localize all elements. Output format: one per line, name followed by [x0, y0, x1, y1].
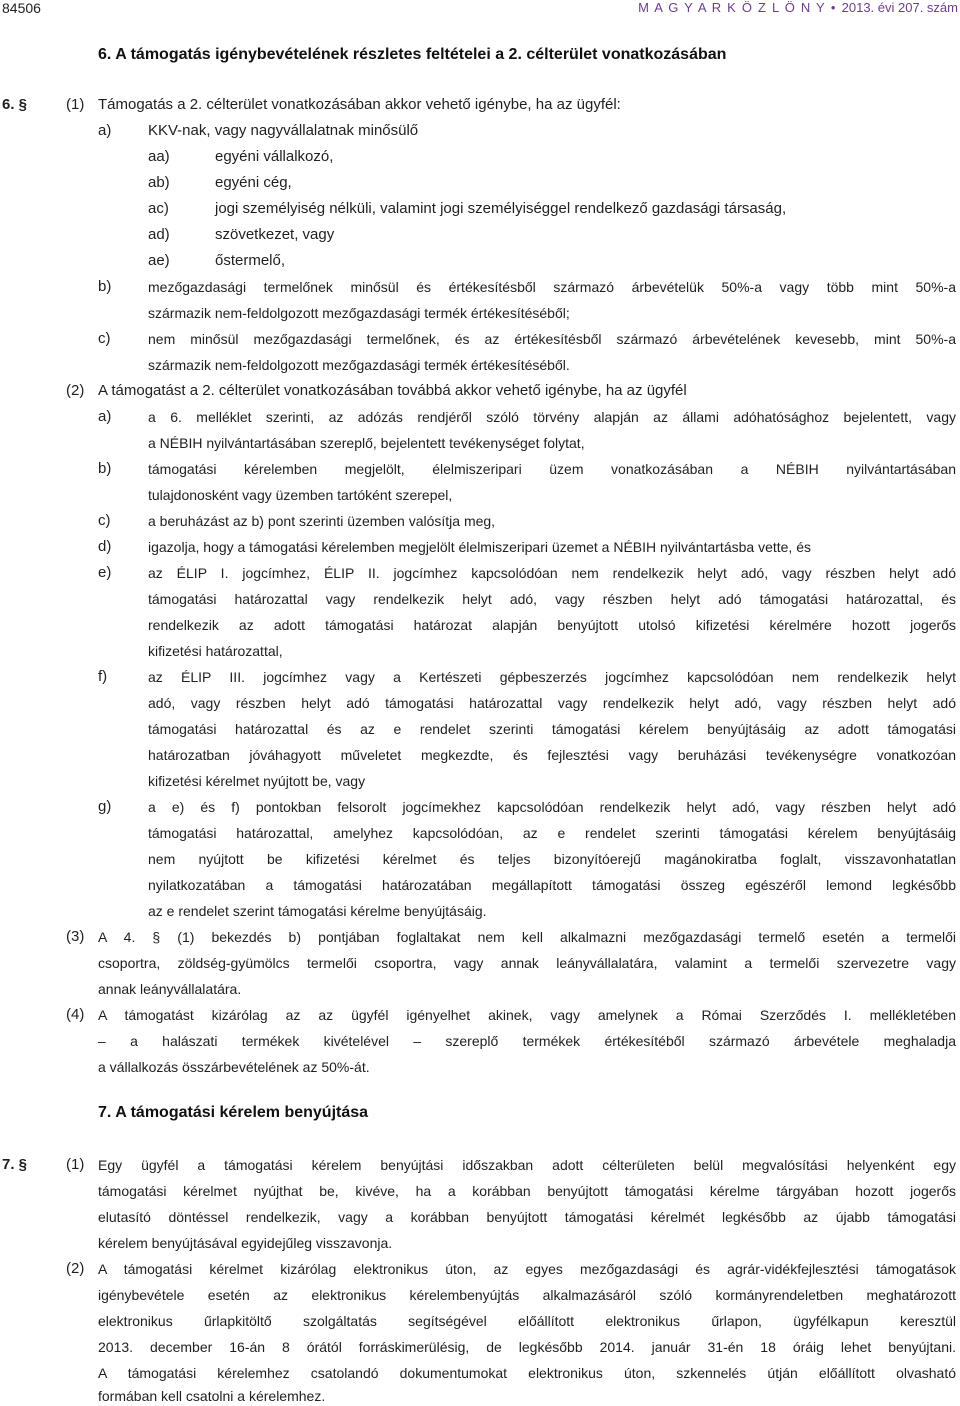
p7-1-line1: Egy ügyfél a támogatási kérelem benyújtási időszakban adott célterületen belül megvalósítási helyenként egy: [98, 1157, 956, 1173]
p7-2-line3: elektronikus űrlapkitöltő szolgáltatás segítségével előállított elektronikus űrlapon, ügyfélkapun keresztül: [98, 1313, 956, 1329]
issue-number: 2013. évi 207. szám: [841, 0, 958, 15]
p6-2-a-line2: a NÉBIH nyilvántartásában szereplő, bejelentett tevékenységet folytat,: [148, 435, 585, 451]
p6-2-g-line1: a e) és f) pontokban felsorolt jogcímekhez kapcsolódóan rendelkezik helyt adó, vagy részben helyt adó: [148, 799, 956, 815]
p6-1-b-line2: származik nem-feldolgozott mezőgazdasági termék értékesítéséből;: [148, 305, 570, 321]
page-header: [0, 0, 960, 22]
p6-2-c-line1: a beruházást az b) pont szerinti üzemben valósítja meg,: [148, 513, 496, 529]
p7-2-label: (2): [66, 1260, 85, 1277]
page-number: 84506: [2, 0, 41, 16]
p6-1-ad-label: ad): [148, 226, 170, 243]
p6-1-ae-label: ae): [148, 252, 170, 269]
p6-2-e-label: e): [98, 564, 112, 581]
p6-2-b-line2: tulajdonosként vagy üzemben tartóként szerepel,: [148, 487, 453, 503]
p6-2-d-label: d): [98, 538, 112, 555]
p7-1-line4: kérelem benyújtásával egyidejűleg visszavonja.: [98, 1235, 393, 1251]
p7-2-line2: igénybevétele esetén az elektronikus kérelembenyújtás alkalmazásáról szóló kormányrendeletben meghatározott: [98, 1287, 956, 1303]
p6-2-f-line5: kifizetési kérelmet nyújtott be, vagy: [148, 773, 366, 789]
p6-4-line1: A támogatást kizárólag az az ügyfél igényelhet akinek, vagy amelynek a Római Szerződés I. mellékletében: [98, 1007, 956, 1023]
p7-1-line3: elutasító döntéssel rendelkezik, vagy a korábban benyújtott támogatási kérelmét legkésőbb az újabb támogatási: [98, 1209, 956, 1225]
p6-1-c-line1: nem minősül mezőgazdasági termelőnek, és az értékesítésből származó árbevételének kevesebb, mint 50%-a: [148, 331, 956, 347]
p6-1-c-line2: származik nem-feldolgozott mezőgazdasági termék értékesítéséből.: [148, 357, 570, 373]
p6-2-e-line2: támogatási határozattal vagy rendelkezik helyt adó, vagy részben helyt adó támogatási határozattal, és: [148, 591, 956, 607]
p6-2-g-line4: nyilatkozatában a támogatási határozatában megállapított támogatási összeg egészéről lemond legkésőbb: [148, 877, 956, 893]
p6-1-ac-label: ac): [148, 200, 169, 217]
p6-1-aa-text: egyéni vállalkozó,: [215, 148, 334, 165]
p6-4-label: (4): [66, 1006, 85, 1023]
p6-2-g-line5: az e rendelet szerint támogatási kérelme benyújtásáig.: [148, 903, 487, 919]
p6-2-f-line3: támogatási határozattal és az e rendelet szerinti támogatási kérelem benyújtásáig az adott támogatási: [148, 721, 956, 737]
p6-1-ad-text: szövetkezet, vagy: [215, 226, 335, 243]
section-6-heading: 6. A támogatás igénybevételének részletes feltételei a 2. célterület vonatkozásában: [98, 46, 727, 63]
p6-1-ac-text: jogi személyiség nélküli, valamint jogi személyiséggel rendelkező gazdasági társaság,: [215, 200, 787, 217]
p6-2-d-line1: igazolja, hogy a támogatási kérelemben megjelölt élelmiszeripari üzemet a NÉBIH nyilvántartásba vette, és: [148, 539, 811, 555]
p6-1-ab-label: ab): [148, 174, 170, 191]
p6-1-b-line1: mezőgazdasági termelőnek minősül és értékesítésből származó árbevételük 50%-a vagy több mint 50%-a: [148, 279, 956, 295]
p7-1-line2: támogatási kérelmet nyújthat be, kivéve, ha a korábban benyújtott támogatási kérelme tárgyában hozott jogerős: [98, 1183, 956, 1199]
journal-title: [638, 0, 958, 15]
p6-3-label: (3): [66, 928, 85, 945]
p6-1-b-label: b): [98, 278, 112, 295]
p6-2-b-label: b): [98, 460, 112, 477]
p6-1-aa-label: aa): [148, 148, 170, 165]
p7-2-line5: A támogatási kérelemhez csatolandó dokumentumokat elektronikus úton, szkennelés útján előállított olvasható: [98, 1365, 956, 1381]
p6-1-a-text: KKV-nak, vagy nagyvállalatnak minősülő: [148, 122, 419, 139]
p6-1-c-label: c): [98, 330, 111, 347]
p6-2-f-line2: adó, vagy részben helyt adó támogatási határozattal vagy rendelkezik helyt adó, vagy részben helyt adó: [148, 695, 956, 711]
p6-3-line2: csoportra, zöldség-gyümölcs termelői csoportra, vagy annak leányvállalatára, valamint a termelői szervezetre vagy: [98, 955, 956, 971]
p6-2-g-line3: nem nyújtott be kifizetési kérelmet és teljes bizonyítóerejű magánokiratba foglalt, visszavonhatatlan: [148, 851, 956, 867]
journal-name: M A G Y A R K Ö Z L Ö N Y: [638, 0, 826, 15]
p6-2-f-line1: az ÉLIP III. jogcímhez vagy a Kertészeti gépbeszerzés jogcímhez kapcsolódóan nem rendelkezik helyt: [148, 669, 956, 685]
p6-2-label: (2): [66, 382, 85, 399]
section-7-heading: 7. A támogatási kérelem benyújtása: [98, 1104, 369, 1121]
p6-2-f-line4: határozatban jóváhagyott műveletet megkezdte, és fejlesztési vagy beruházási tevékenységre vonatkozóan: [148, 747, 956, 763]
p6-1-ab-text: egyéni cég,: [215, 174, 292, 191]
p6-2-g-line2: támogatási határozattal, amelyhez kapcsolódóan, az e rendelet szerinti támogatási kérelem benyújtásáig: [148, 825, 956, 841]
p6-2-f-label: f): [98, 668, 108, 685]
p6-2-e-line4: kifizetési határozattal,: [148, 643, 283, 659]
p6-2-intro: A támogatást a 2. célterület vonatkozásában továbbá akkor vehető igénybe, ha az ügyfél: [98, 382, 687, 399]
paragraph-6-number: 6. §: [2, 96, 28, 113]
p6-1-a-label: a): [98, 122, 112, 139]
p7-2-line6: formában kell csatolni a kérelemhez.: [98, 1388, 326, 1404]
p6-2-e-line3: rendelkezik az adott támogatási határozat alapján benyújtott utolsó kifizetési kérelmére hozott jogerős: [148, 617, 956, 633]
p6-1-label: (1): [66, 96, 85, 113]
p6-1-ae-text: őstermelő,: [215, 252, 286, 269]
p6-2-b-line1: támogatási kérelemben megjelölt, élelmiszeripari üzem vonatkozásában a NÉBIH nyilvántartásában: [148, 461, 956, 477]
p6-2-c-label: c): [98, 512, 111, 529]
p6-3-line1: A 4. § (1) bekezdés b) pontjában foglaltakat nem kell alkalmazni mezőgazdasági termelő esetén a termelői: [98, 929, 956, 945]
p6-2-a-line1: a 6. melléklet szerinti, az adózás rendjéről szóló törvény alapján az állami adóhatósághoz bejelentett, vagy: [148, 409, 956, 425]
paragraph-7-number: 7. §: [2, 1156, 28, 1173]
p6-1-intro: Támogatás a 2. célterület vonatkozásában akkor vehető igénybe, ha az ügyfél:: [98, 96, 621, 113]
p6-2-g-label: g): [98, 798, 112, 815]
p6-4-line3: a vállalkozás összárbevételének az 50%-át.: [98, 1059, 370, 1075]
p6-2-a-label: a): [98, 408, 112, 425]
p6-4-line2: – a halászati termékek kivételével – szereplő termékek értékesítéből származó árbevétele meghaladja: [98, 1033, 956, 1049]
p6-2-e-line1: az ÉLIP I. jogcímhez, ÉLIP II. jogcímhez kapcsolódóan nem rendelkezik helyt adó, vagy részben helyt adó: [148, 565, 956, 581]
p7-2-line1: A támogatási kérelmet kizárólag elektronikus úton, az egyes mezőgazdasági és agrár-vidékfejlesztési támogatások: [98, 1261, 956, 1277]
separator-dot-icon: •: [830, 0, 837, 15]
p7-1-label: (1): [66, 1156, 85, 1173]
p6-3-line3: annak leányvállalatára.: [98, 981, 242, 997]
p7-2-line4: 2013. december 16-án 8 órától forráskimerülésig, de legkésőbb 2014. január 31-én 18 óráig lehet benyújtani.: [98, 1339, 956, 1355]
